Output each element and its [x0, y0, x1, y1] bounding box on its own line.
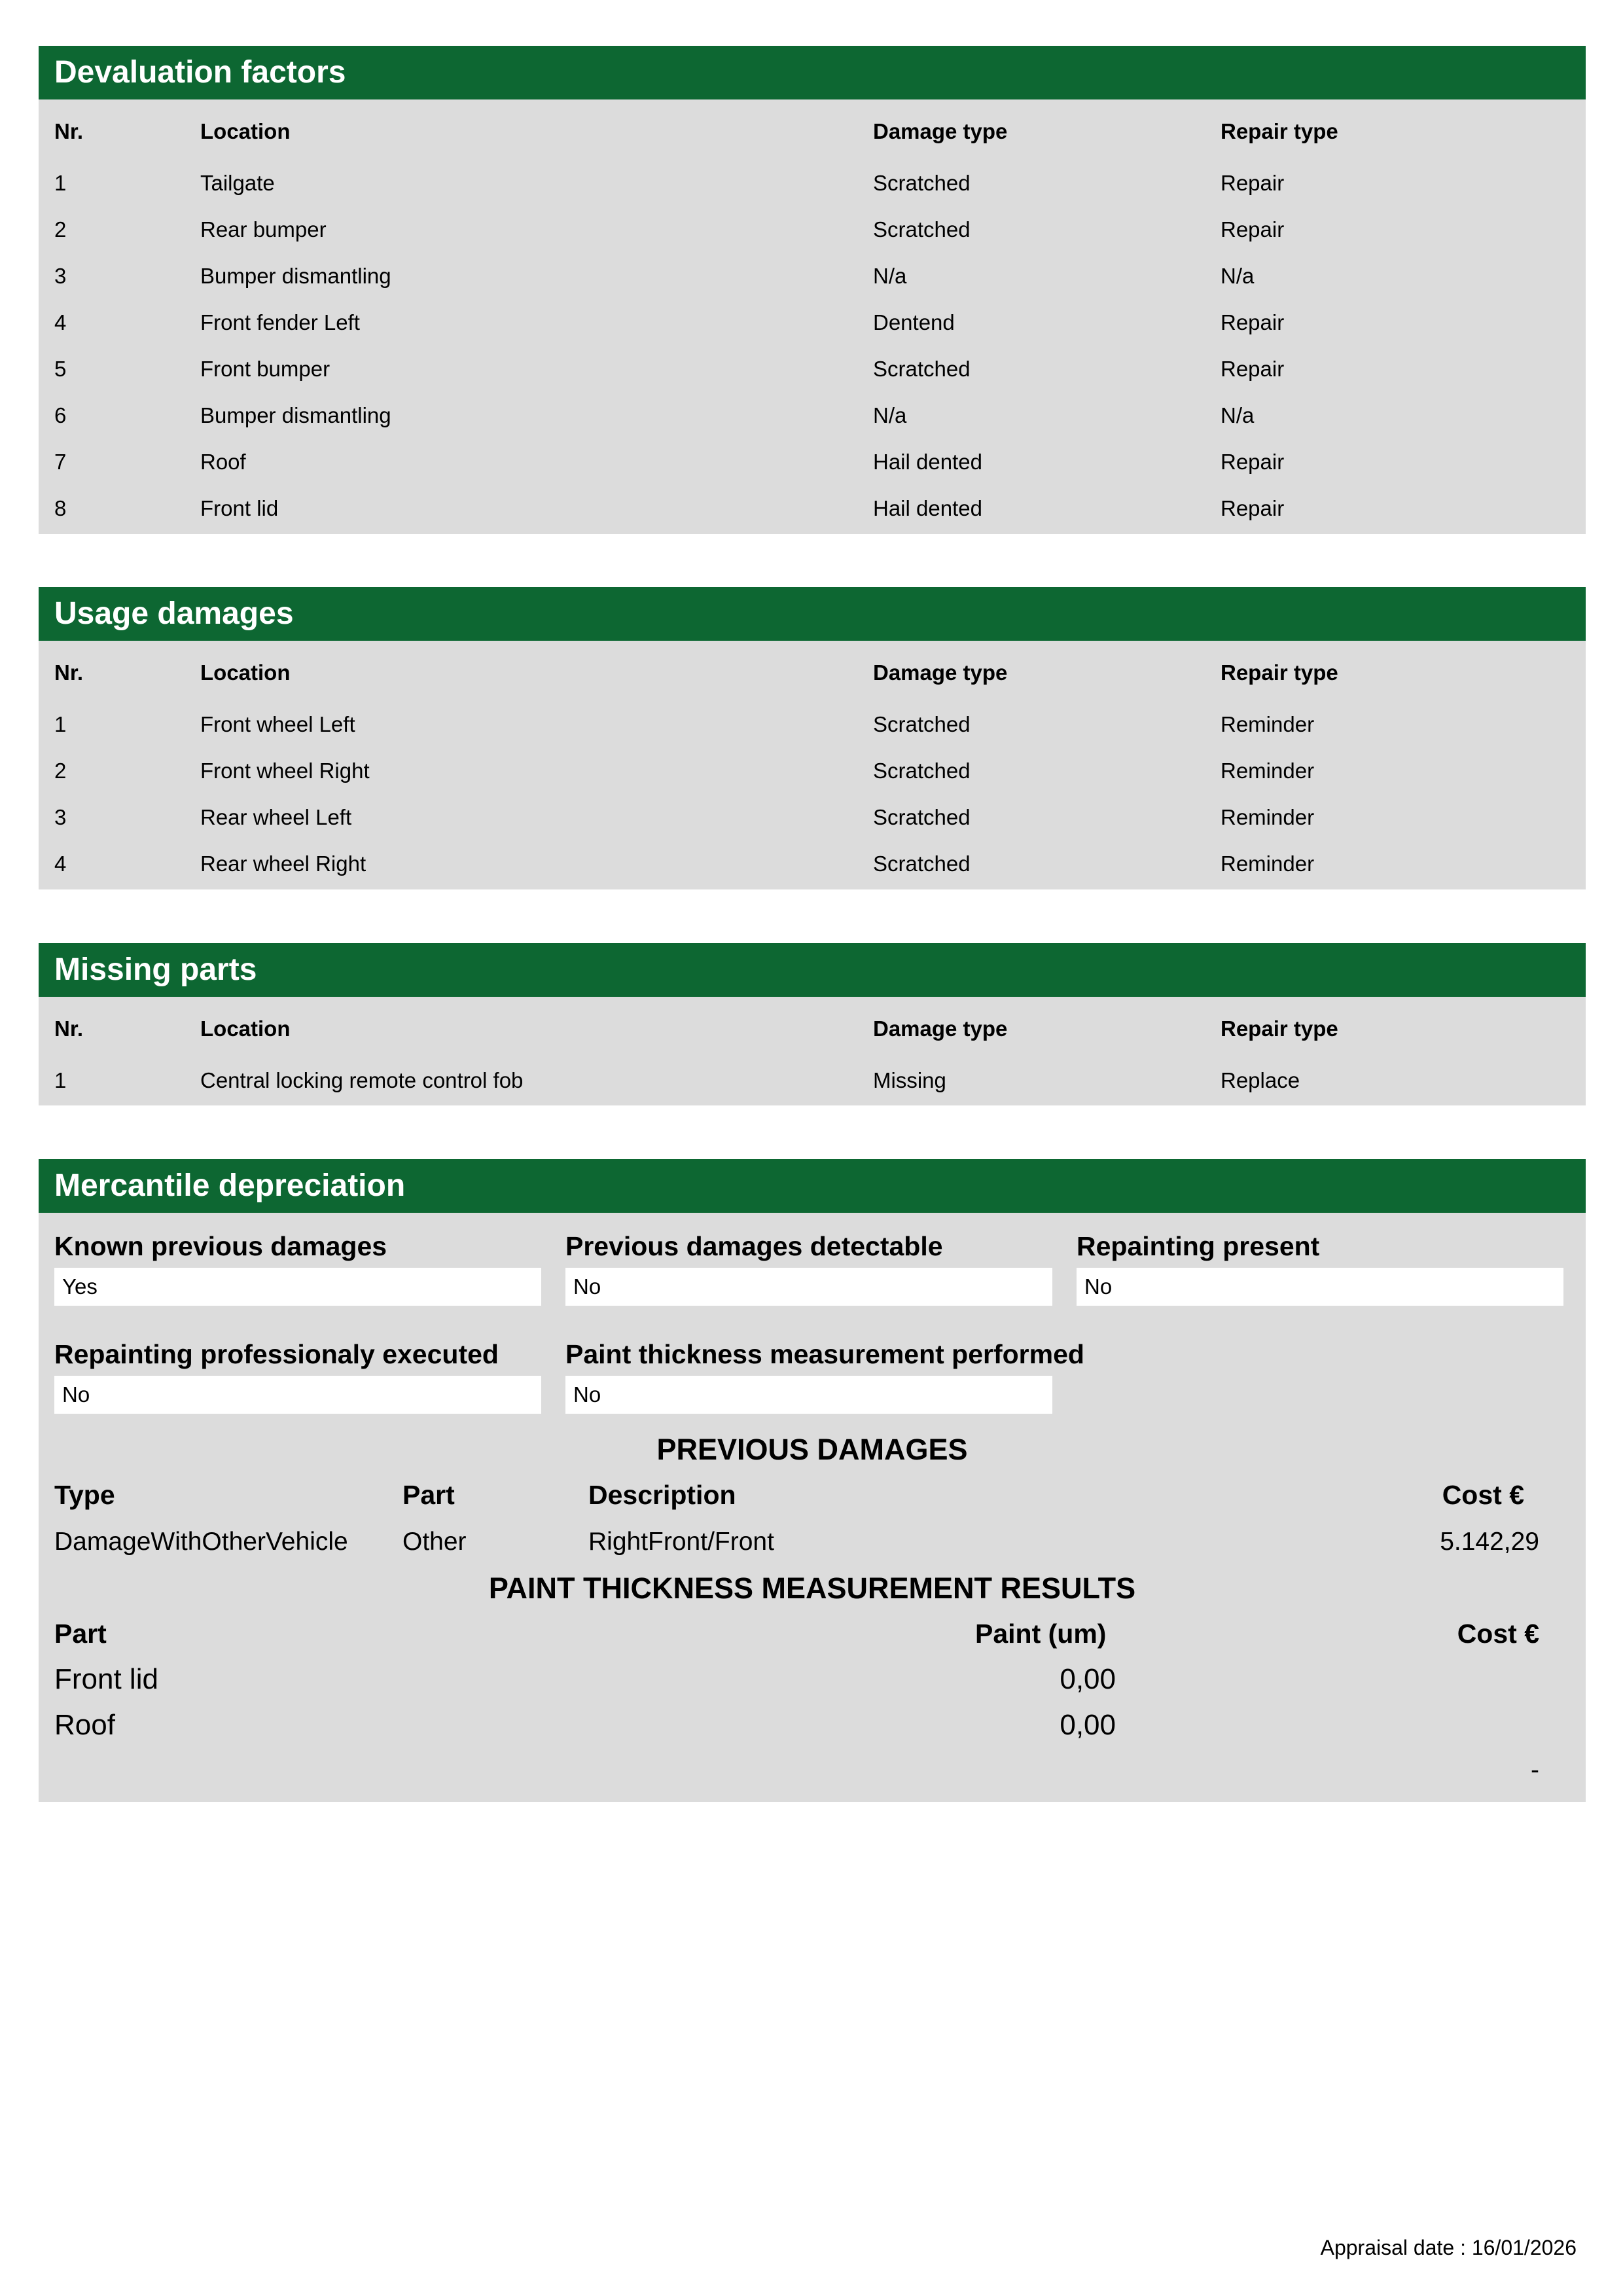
previous-damages-detectable-value: No: [565, 1268, 1052, 1306]
row-nr: 6: [54, 403, 67, 427]
row-location: Rear wheel Right: [200, 851, 366, 876]
usage-section: [39, 587, 1586, 889]
table-row: [39, 840, 1586, 887]
usage-title: Usage damages: [39, 587, 1586, 641]
row-repair: Reminder: [1221, 758, 1315, 783]
row-location: Front bumper: [200, 356, 330, 381]
devaluation-table: [39, 99, 1586, 531]
row-location: Bumper dismantling: [200, 263, 391, 288]
row-nr: 1: [54, 1067, 67, 1092]
missing-section: [39, 943, 1586, 1105]
paint-results-title: PAINT THICKNESS MEASUREMENT RESULTS: [488, 1571, 1136, 1605]
row-damage: Scratched: [873, 711, 971, 736]
col-damage-type: Damage type: [873, 1016, 1008, 1041]
repainting-professional-value: No: [54, 1376, 541, 1414]
prev-col-part: Part: [402, 1480, 455, 1510]
previous-damages-detectable-label: Previous damages detectable: [565, 1231, 943, 1261]
table-row: [39, 794, 1586, 840]
table-row: [39, 392, 1586, 439]
prev-row-part: Other: [402, 1528, 467, 1556]
row-damage: N/a: [873, 263, 907, 288]
appraisal-date: Appraisal date : 16/01/2026: [1320, 2236, 1577, 2259]
row-repair: Reminder: [1221, 851, 1315, 876]
row-nr: 3: [54, 804, 67, 829]
col-location: Location: [200, 1016, 291, 1041]
paint-row-value: 0,00: [1060, 1663, 1116, 1695]
table-header-row: [39, 99, 1586, 160]
row-location: Front fender Left: [200, 310, 360, 334]
row-repair: N/a: [1221, 403, 1255, 427]
row-repair: N/a: [1221, 263, 1255, 288]
paint-total-cost: -: [1531, 1756, 1539, 1784]
paint-col-cost: Cost €: [1457, 1619, 1539, 1649]
table-row: [39, 485, 1586, 531]
row-damage: Hail dented: [873, 449, 982, 474]
col-repair-type: Repair type: [1221, 660, 1338, 685]
table-row: [39, 1057, 1586, 1103]
paint-measurement-value: No: [565, 1376, 1052, 1414]
row-damage: Hail dented: [873, 495, 982, 520]
row-damage: Scratched: [873, 217, 971, 242]
mercantile-title: Mercantile depreciation: [39, 1159, 1586, 1213]
row-damage: Scratched: [873, 804, 971, 829]
table-row: [39, 206, 1586, 253]
row-location: Rear wheel Left: [200, 804, 352, 829]
row-nr: 2: [54, 217, 67, 242]
row-location: Rear bumper: [200, 217, 327, 242]
row-nr: 7: [54, 449, 67, 474]
previous-damages-title: PREVIOUS DAMAGES: [656, 1433, 968, 1466]
table-header-row: [39, 997, 1586, 1057]
row-nr: 3: [54, 263, 67, 288]
col-repair-type: Repair type: [1221, 119, 1338, 143]
table-row: [39, 439, 1586, 485]
col-nr: Nr.: [54, 1016, 84, 1041]
row-nr: 1: [54, 170, 67, 195]
table-row: [39, 160, 1586, 206]
row-nr: 1: [54, 711, 67, 736]
missing-table: [39, 997, 1586, 1103]
known-previous-damages-value: Yes: [54, 1268, 541, 1306]
table-row: [39, 253, 1586, 299]
row-damage: Dentend: [873, 310, 955, 334]
col-damage-type: Damage type: [873, 119, 1008, 143]
paint-row-value: 0,00: [1060, 1709, 1116, 1741]
row-damage: Missing: [873, 1067, 946, 1092]
row-damage: Scratched: [873, 356, 971, 381]
devaluation-section: [39, 46, 1586, 534]
table-row: [39, 299, 1586, 346]
row-location: Front wheel Left: [200, 711, 355, 736]
missing-title: Missing parts: [39, 943, 1586, 997]
row-repair: Repair: [1221, 310, 1285, 334]
paint-row-part: Roof: [54, 1709, 115, 1741]
prev-col-cost: Cost €: [1442, 1480, 1524, 1510]
row-location: Roof: [200, 449, 246, 474]
paint-row-part: Front lid: [54, 1663, 158, 1695]
repainting-present-label: Repainting present: [1077, 1231, 1320, 1261]
repainting-present-value: No: [1077, 1268, 1563, 1306]
row-repair: Repair: [1221, 170, 1285, 195]
col-repair-type: Repair type: [1221, 1016, 1338, 1041]
prev-row-description: RightFront/Front: [588, 1528, 774, 1556]
mercantile-section: [39, 1159, 1586, 1802]
col-location: Location: [200, 119, 291, 143]
col-location: Location: [200, 660, 291, 685]
row-nr: 4: [54, 310, 67, 334]
repainting-professional-label: Repainting professionaly executed: [54, 1339, 499, 1369]
row-damage: Scratched: [873, 170, 971, 195]
devaluation-title: Devaluation factors: [39, 46, 1586, 99]
known-previous-damages-label: Known previous damages: [54, 1231, 387, 1261]
col-nr: Nr.: [54, 660, 84, 685]
row-location: Front wheel Right: [200, 758, 370, 783]
row-location: Front lid: [200, 495, 279, 520]
prev-row-type: DamageWithOtherVehicle: [54, 1528, 348, 1556]
paint-measurement-label: Paint thickness measurement performed: [565, 1339, 1084, 1369]
paint-col-part: Part: [54, 1619, 107, 1649]
row-repair: Repair: [1221, 449, 1285, 474]
paint-col-paint: Paint (um): [975, 1619, 1107, 1649]
row-repair: Repair: [1221, 356, 1285, 381]
prev-col-type: Type: [54, 1480, 115, 1510]
row-damage: N/a: [873, 403, 907, 427]
table-row: [39, 701, 1586, 747]
prev-row-cost: 5.142,29: [1440, 1528, 1539, 1556]
row-nr: 5: [54, 356, 67, 381]
row-repair: Reminder: [1221, 711, 1315, 736]
prev-col-description: Description: [588, 1480, 736, 1510]
row-location: Tailgate: [200, 170, 275, 195]
row-nr: 2: [54, 758, 67, 783]
row-nr: 4: [54, 851, 67, 876]
row-location: Central locking remote control fob: [200, 1067, 524, 1092]
table-header-row: [39, 641, 1586, 701]
table-row: [39, 346, 1586, 392]
table-row: [39, 747, 1586, 794]
row-damage: Scratched: [873, 851, 971, 876]
row-repair: Repair: [1221, 217, 1285, 242]
row-damage: Scratched: [873, 758, 971, 783]
usage-table: [39, 641, 1586, 887]
row-repair: Reminder: [1221, 804, 1315, 829]
row-location: Bumper dismantling: [200, 403, 391, 427]
row-repair: Replace: [1221, 1067, 1300, 1092]
col-damage-type: Damage type: [873, 660, 1008, 685]
row-nr: 8: [54, 495, 67, 520]
col-nr: Nr.: [54, 119, 84, 143]
row-repair: Repair: [1221, 495, 1285, 520]
